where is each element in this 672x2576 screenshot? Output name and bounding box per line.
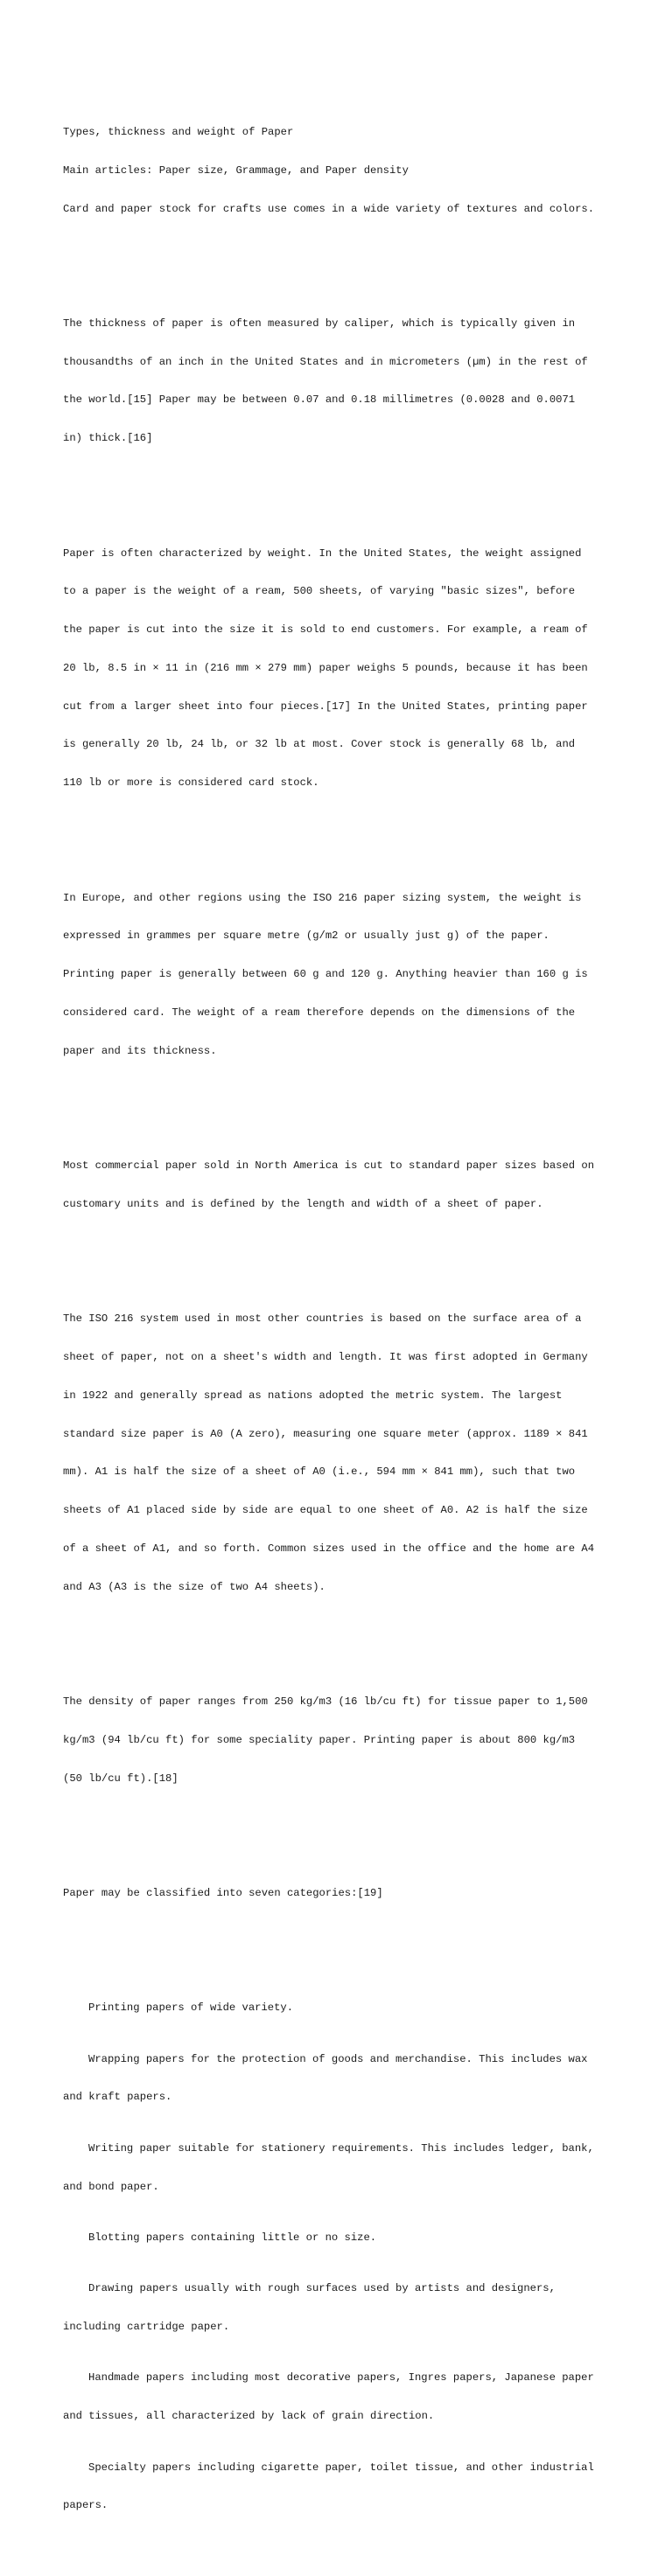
paragraph-north-america xyxy=(63,1134,623,1236)
list-item: Specialty papers including cigarette paper, toilet tissue, and other industrial xyxy=(88,2461,594,2474)
paragraph-line: Printing paper is generally between 60 g and 120 g. Anything heavier than 160 g is xyxy=(63,968,588,981)
paragraph-line: to a paper is the weight of a ream, 500 sheets, of varying "basic sizes", before xyxy=(63,585,576,598)
paragraph-thickness xyxy=(63,292,623,470)
paragraph-line: thousandths of an inch in the United States and in micrometers (µm) in the rest of xyxy=(63,355,588,368)
paragraph-line: mm). A1 is half the size of a sheet of A0 (i.e., 594 mm × 841 mm), such that two xyxy=(63,1466,576,1479)
paragraph-line: The ISO 216 system used in most other countries is based on the surface area of a xyxy=(63,1312,582,1326)
list-item: Printing papers of wide variety. xyxy=(88,2002,294,2015)
paragraph-line: The thickness of paper is often measured by caliper, which is typically given in xyxy=(63,317,576,330)
paragraph-line: in) thick.[16] xyxy=(63,432,153,445)
paragraph-line: considered card. The weight of a ream therefore depends on the dimensions of the xyxy=(63,1006,576,1019)
paragraph-line: cut from a larger sheet into four pieces.[17] In the United States, printing paper xyxy=(63,700,588,713)
paragraph-line: of a sheet of A1, and so forth. Common sizes used in the office and the home are A4 xyxy=(63,1542,595,1555)
document-title: Types, thickness and weight of Paper xyxy=(63,125,294,138)
paragraph-line: 110 lb or more is considered card stock. xyxy=(63,776,319,790)
intro-line: Card and paper stock for crafts use comes in a wide variety of textures and colors. xyxy=(63,202,595,215)
categories-list xyxy=(63,1976,623,2538)
paragraph-line: sheet of paper, not on a sheet's width and length. It was first adopted in Germany xyxy=(63,1350,588,1363)
paragraph-line: sheets of A1 placed side by side are equal to one sheet of A0. A2 is half the size xyxy=(63,1504,588,1517)
paragraph-iso-216 xyxy=(63,1287,623,1619)
list-item: Wrapping papers for the protection of goods and merchandise. This includes wax xyxy=(88,2052,588,2065)
paragraph-line: Paper may be classified into seven categories:[19] xyxy=(63,1886,383,1899)
list-item: Handmade papers including most decorative papers, Ingres papers, Japanese paper xyxy=(88,2371,594,2385)
paragraph-line: paper and its thickness. xyxy=(63,1044,217,1057)
main-articles-line: Main articles: Paper size, Grammage, and Paper density xyxy=(63,164,409,177)
paragraph-line: Paper is often characterized by weight. In the United States, the weight assigned xyxy=(63,547,582,560)
paragraph-line: expressed in grammes per square metre (g/m2 or usually just g) of the paper. xyxy=(63,929,550,943)
paragraph-line: and A3 (A3 is the size of two A4 sheets). xyxy=(63,1580,326,1593)
list-item-continuation: papers. xyxy=(63,2499,108,2512)
paragraph-line: In Europe, and other regions using the ISO 216 paper sizing system, the weight is xyxy=(63,891,582,904)
list-item: Writing paper suitable for stationery requirements. This includes ledger, bank, xyxy=(88,2141,594,2155)
paragraph-density xyxy=(63,1670,623,1811)
paragraph-line: 20 lb, 8.5 in × 11 in (216 mm × 279 mm) paper weighs 5 pounds, because it has been xyxy=(63,661,588,674)
paragraph-line: kg/m3 (94 lb/cu ft) for some speciality paper. Printing paper is about 800 kg/m3 xyxy=(63,1733,576,1746)
document-page xyxy=(63,62,623,2576)
paragraph-line: (50 lb/cu ft).[18] xyxy=(63,1772,178,1785)
paragraph-line: the world.[15] Paper may be between 0.07 and 0.18 millimetres (0.0028 and 0.0071 xyxy=(63,393,576,407)
paragraph-line: the paper is cut into the size it is sold to end customers. For example, a ream of xyxy=(63,623,588,637)
paragraph-categories-intro xyxy=(63,1862,623,1925)
list-item-continuation: and tissues, all characterized by lack of grain direction. xyxy=(63,2410,435,2423)
list-item: Blotting papers containing little or no size. xyxy=(88,2231,377,2244)
paragraph-weight-europe xyxy=(63,866,623,1083)
paragraph-line: The density of paper ranges from 250 kg/m3 (16 lb/cu ft) for tissue paper to 1,500 xyxy=(63,1695,588,1708)
list-item: Drawing papers usually with rough surfaces used by artists and designers, xyxy=(88,2282,556,2295)
paragraph-line: in 1922 and generally spread as nations adopted the metric system. The largest xyxy=(63,1389,563,1402)
paragraph-weight-us xyxy=(63,521,623,815)
paragraph-line: customary units and is defined by the length and width of a sheet of paper. xyxy=(63,1197,543,1210)
list-item-continuation: including cartridge paper. xyxy=(63,2321,230,2334)
list-item-continuation: and bond paper. xyxy=(63,2180,159,2193)
list-item-continuation: and kraft papers. xyxy=(63,2091,172,2104)
paragraph-line: Most commercial paper sold in North America is cut to standard paper sizes based on xyxy=(63,1159,595,1173)
paragraph-line: standard size paper is A0 (A zero), measuring one square meter (approx. 1189 × 841 xyxy=(63,1427,588,1440)
paragraph-line: is generally 20 lb, 24 lb, or 32 lb at most. Cover stock is generally 68 lb, and xyxy=(63,738,576,751)
header-block xyxy=(63,101,623,241)
